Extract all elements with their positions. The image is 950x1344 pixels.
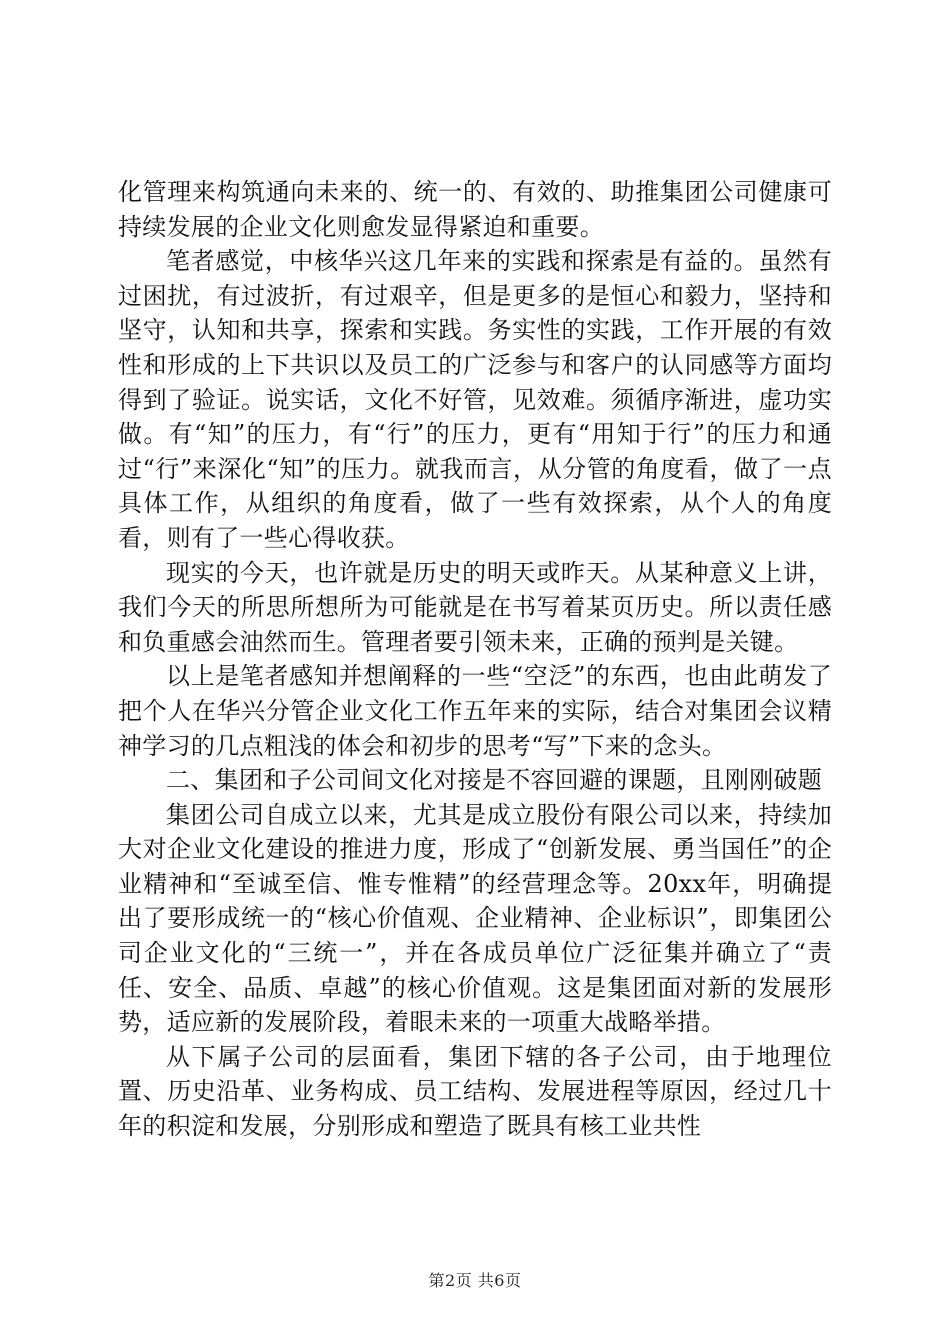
paragraph-6: 从下属子公司的层面看，集团下辖的各子公司，由于地理位置、历史沿革、业务构成、员工结构、发展进程等原因，经过几十年的积淀和发展，分别形成和塑造了既具有核工业共性 (118, 1042, 832, 1141)
page-number: 第2页 共6页 (428, 1271, 522, 1290)
paragraph-2: 笔者感觉，中核华兴这几年来的实践和探索是有益的。虽然有过困扰，有过波折，有过艰辛，但是更多的是恒心和毅力，坚持和坚守，认知和共享，探索和实践。务实性的实践，工作开展的有效性和形成的上下共识以及员工的广泛参与和客户的认同感等方面均得到了验证。说实话，文化不好管，见效难。须循序渐进，虚功实做。有“知”的压力，有“行”的压力，更有“用知于行”的压力和通过“行”来深化“知”的压力。就我而言，从分管的角度看，做了一点具体工作，从组织的角度看，做了一些有效探索，从个人的角度看，则有了一些心得收获。 (118, 247, 832, 552)
section-heading: 二、集团和子公司间文化对接是不容回避的课题，且刚刚破题 (166, 766, 823, 795)
paragraph-5: 集团公司自成立以来，尤其是成立股份有限公司以来，持续加大对企业文化建设的推进力度，形成了“创新发展、勇当国任”的企业精神和“至诚至信、惟专惟精”的经营理念等。20xx年，明确提出了要形成统一的“核心价值观、企业精神、企业标识”，即集团公司企业文化的“三统一”，并在各成员单位广泛征集并确立了“责任、安全、品质、卓越”的核心价值观。这是集团面对新的发展形势，适应新的发展阶段，着眼未来的一项重大战略举措。 (118, 800, 832, 1037)
document-body (118, 175, 832, 1144)
paragraph-3: 现实的今天，也许就是历史的明天或昨天。从某种意义上讲，我们今天的所思所想所为可能就是在书写着某页历史。所以责任感和负重感会油然而生。管理者要引领未来，正确的预判是关键。 (118, 558, 832, 656)
paragraph-1: 化管理来构筑通向未来的、统一的、有效的、助推集团公司健康可持续发展的企业文化则愈发显得紧迫和重要。 (118, 178, 832, 241)
paragraph-4: 以上是笔者感知并想阐释的一些“空泛”的东西，也由此萌发了把个人在华兴分管企业文化工作五年来的实际，结合对集团会议精神学习的几点粗浅的体会和初步的思考“写”下来的念头。 (118, 662, 832, 760)
